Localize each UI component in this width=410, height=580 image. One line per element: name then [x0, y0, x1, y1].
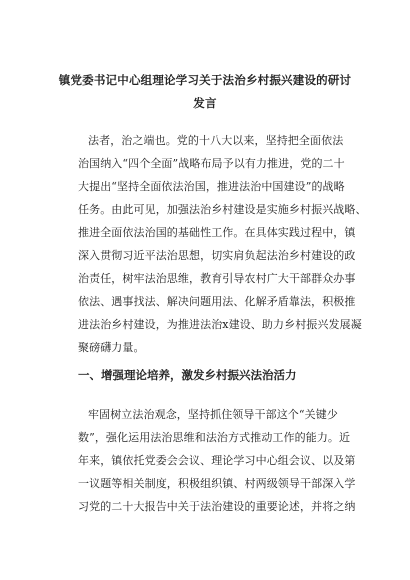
- paragraph-1-line: 深入贯彻习近平法治思想，切实肩负起法治乡村建设的政: [78, 249, 356, 262]
- paragraph-1-line: 法者，治之端也。党的十八大以来，坚持把全面依法: [88, 134, 344, 147]
- paragraph-2-line: 数”，强化运用法治思维和法治方式推动工作的能力。近: [78, 431, 351, 444]
- paragraph-2-line: 牢固树立法治观念，坚持抓住领导干部这个“关键少: [88, 408, 338, 421]
- paragraph-1-line: 治责任，树牢法治思维，教育引导农村广大干部群众办事: [78, 272, 356, 285]
- paragraph-1-line: 大提出“坚持全面依法治国，推进法治中国建设”的战略: [78, 180, 345, 193]
- paragraph-1-line: 推进全面依法治国的基础性工作。在具体实践过程中，镇: [78, 226, 356, 239]
- paragraph-2-line: 一议题等相关制度，积极组织镇、村两级领导干部深入学: [78, 477, 356, 490]
- paragraph-1-line: 进法治乡村建设，为推进法治x建设、助力乡村振兴发展凝: [78, 318, 362, 331]
- paragraph-1-line: 治国纳入“四个全面”战略布局予以有力推进，党的二十: [78, 157, 345, 170]
- section-1-heading: 一、增强理论培养，激发乡村振兴法治活力: [78, 368, 297, 382]
- paragraph-2-line: 年来，镇依托党委会会议、理论学习中心组会议、以及第: [78, 454, 356, 467]
- document-title-line-2: 发言: [193, 96, 217, 110]
- paragraph-2-line: 习党的二十大报告中关于法治建设的重要论述，并将之纳: [78, 500, 356, 513]
- paragraph-1-line: 依法、遇事找法、解决问题用法、化解矛盾靠法，积极推: [78, 295, 356, 308]
- paragraph-1-line: 任务。由此可见，加强法治乡村建设是实施乡村振兴战略、: [78, 203, 367, 216]
- paragraph-1-line: 聚磅礴力量。: [78, 341, 145, 354]
- document-title-line-1: 镇党委书记中心组理论学习关于法治乡村振兴建设的研讨: [58, 73, 352, 87]
